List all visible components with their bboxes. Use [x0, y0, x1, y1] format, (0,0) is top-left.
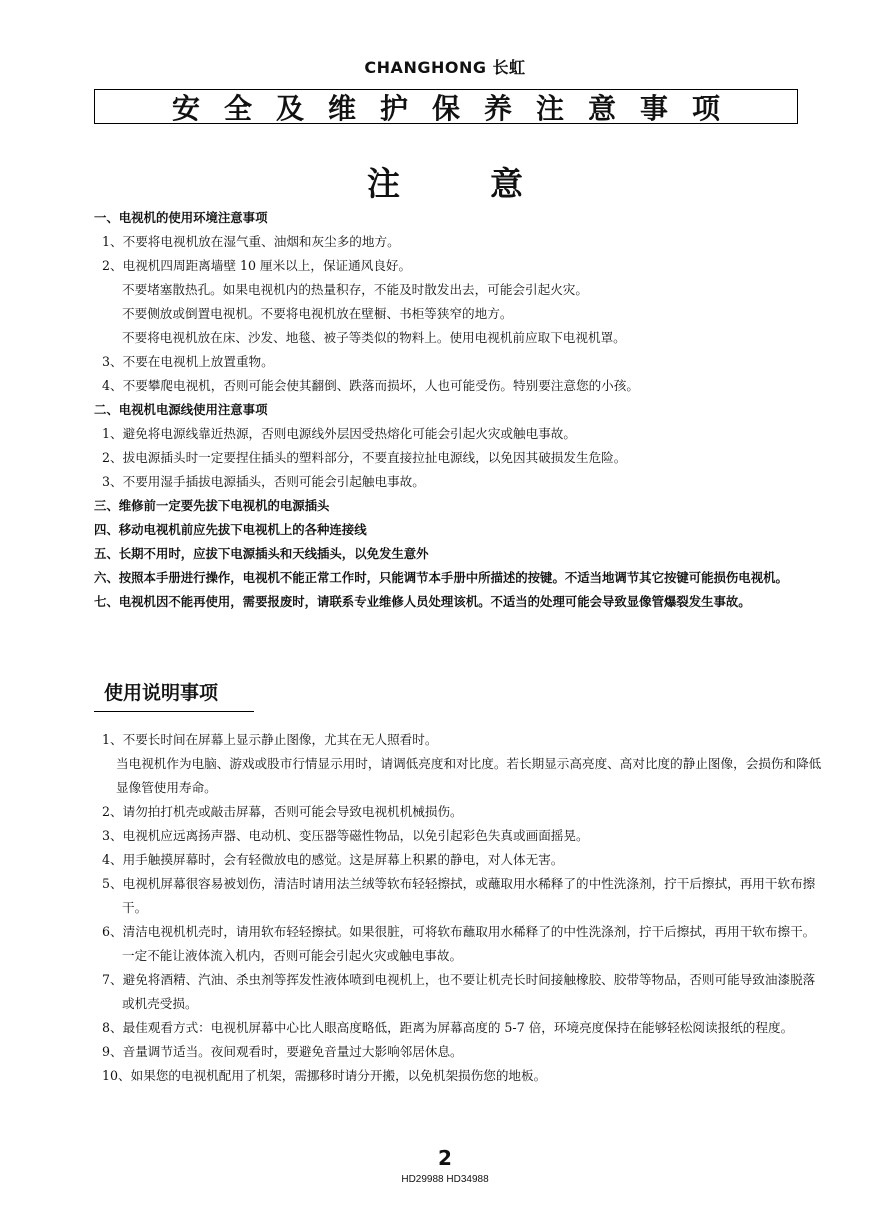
list-subitem: 不要堵塞散热孔。如果电视机内的热量积存，不能及时散发出去，可能会引起火灾。	[122, 282, 588, 297]
list-item: 3、电视机应远离扬声器、电动机、变压器等磁性物品，以免引起彩色失真或画面摇晃。	[102, 828, 589, 843]
usage-heading: 使用说明事项	[94, 678, 254, 712]
list-item: 1、避免将电源线靠近热源，否则电源线外层因受热熔化可能会引起火灾或触电事故。	[102, 426, 576, 441]
section-heading: 五、长期不用时，应拔下电源插头和天线插头，以免发生意外	[94, 546, 429, 561]
list-item: 10、如果您的电视机配用了机架，需挪移时请分开搬，以免机架损伤您的地板。	[102, 1068, 547, 1083]
brand-logo: CHANGHONG 长虹	[364, 58, 526, 77]
list-item: 2、拔电源插头时一定要捏住插头的塑料部分，不要直接拉扯电源线，以免因其破损发生危险。	[102, 450, 627, 465]
section-heading: 七、电视机因不能再使用，需要报废时，请联系专业维修人员处理该机。不适当的处理可能会导致显像管爆裂发生事故。	[94, 594, 751, 609]
environment-and-power-notes	[94, 206, 814, 614]
section-heading: 六、按照本手册进行操作，电视机不能正常工作时，只能调节本手册中所描述的按键。不适当地调节其它按键可能损伤电视机。	[94, 570, 788, 585]
list-item: 3、不要在电视机上放置重物。	[102, 354, 274, 369]
list-item: 1、不要将电视机放在湿气重、油烟和灰尘多的地方。	[102, 234, 400, 249]
model-numbers: HD29988 HD34988	[401, 1174, 489, 1185]
list-item: 3、不要用湿手插拔电源插头，否则可能会引起触电事故。	[102, 474, 425, 489]
list-item: 2、请勿拍打机壳或敲击屏幕，否则可能会导致电视机机械损伤。	[102, 804, 463, 819]
list-item: 1、不要长时间在屏幕上显示静止图像，尤其在无人照看时。	[102, 732, 438, 747]
list-item: 2、电视机四周距离墙壁 10 厘米以上，保证通风良好。	[102, 258, 412, 273]
list-item: 5、电视机屏幕很容易被划伤，清洁时请用法兰绒等软布轻轻擦拭，或蘸取用水稀释了的中性洗涤剂，拧干后擦拭，再用干软布擦干。	[102, 876, 816, 915]
notice-title: 注意	[367, 164, 613, 203]
page-title-box	[94, 89, 798, 124]
list-item: 4、不要攀爬电视机，否则可能会使其翻倒、跌落而损坏，人也可能受伤。特别要注意您的小孩。	[102, 378, 639, 393]
list-subitem: 不要将电视机放在床、沙发、地毯、被子等类似的物料上。使用电视机前应取下电视机罩。	[122, 330, 626, 345]
usage-notes	[94, 728, 822, 1088]
list-item: 7、避免将酒精、汽油、杀虫剂等挥发性液体喷到电视机上，也不要让机壳长时间接触橡胶、胶带等物品，否则可能导致油漆脱落或机壳受损。	[102, 972, 816, 1011]
section-heading: 二、电视机电源线使用注意事项	[94, 402, 268, 417]
list-item: 8、最佳观看方式：电视机屏幕中心比人眼高度略低，距离为屏幕高度的 5-7 倍，环境亮度保持在能够轻松阅读报纸的程度。	[102, 1020, 794, 1035]
section-heading: 一、电视机的使用环境注意事项	[94, 210, 268, 225]
list-subitem: 当电视机作为电脑、游戏或股市行情显示用时，请调低亮度和对比度。若长期显示高亮度、高对比度的静止图像，会损伤和降低显像管使用寿命。	[116, 756, 822, 795]
section-heading: 四、移动电视机前应先拔下电视机上的各种连接线	[94, 522, 367, 537]
page-title: 安全及维护保养注意事项	[171, 91, 744, 125]
page-number: 2	[438, 1146, 452, 1170]
list-item: 9、音量调节适当。夜间观看时，要避免音量过大影响邻居休息。	[102, 1044, 463, 1059]
list-subitem: 不要侧放或倒置电视机。不要将电视机放在壁橱、书柜等狭窄的地方。	[122, 306, 513, 321]
list-item: 6、清洁电视机机壳时，请用软布轻轻擦拭。如果很脏，可将软布蘸取用水稀释了的中性洗涤剂，拧干后擦拭，再用干软布擦干。一定不能让液体流入机内，否则可能会引起火灾或触电事故。	[102, 924, 816, 963]
section-heading: 三、维修前一定要先拔下电视机的电源插头	[94, 498, 330, 513]
list-item: 4、用手触摸屏幕时，会有轻微放电的感觉。这是屏幕上积累的静电，对人体无害。	[102, 852, 564, 867]
